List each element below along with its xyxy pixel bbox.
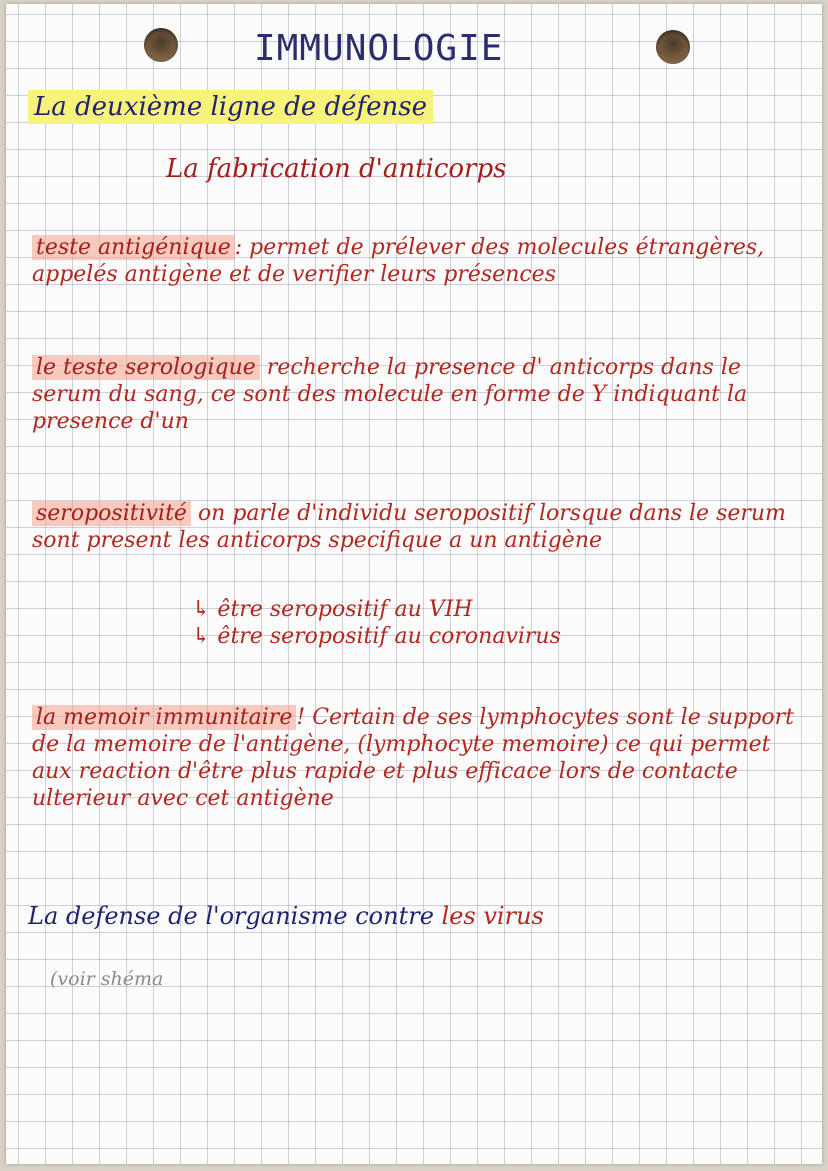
punch-hole-left <box>144 28 178 62</box>
example-coronavirus: ↳ être seropositif au coronavirus <box>192 624 561 649</box>
paragraph-antigen-test: teste antigénique : permet de prélever des molecules étrangères, appelés antigène et de verifier leurs présences <box>32 235 765 287</box>
paragraph-seropositivity <box>32 500 812 554</box>
virus-defense-highlight: les virus <box>441 902 544 930</box>
virus-defense-main: La defense de l'organisme contre <box>28 902 434 930</box>
section-heading-text: La deuxième ligne de défense <box>28 90 433 124</box>
punch-hole-right <box>656 30 690 64</box>
see-diagram-note: (voir shéma <box>50 968 164 990</box>
section-heading <box>28 92 433 122</box>
paragraph-immune-memory: la memoir immunitaire ! Certain de ses lymphocytes sont le support de la memoire de l'antigène, (lymphocyte memoire) ce qui permet aux reaction d'être plus rapide et plus efficace lors de contacte ulterieur avec cet antigène <box>32 705 794 811</box>
subsection-heading: La fabrication d'anticorps <box>166 154 507 184</box>
paragraph-serologic-test <box>32 354 812 435</box>
virus-defense-heading <box>28 902 544 930</box>
term-serologic-test: le teste serologique <box>32 355 260 380</box>
text-seropositivity: on parle d'individu seropositif lorsque dans le serum sont present les anticorps specifique a un antigène <box>32 501 786 553</box>
term-seropositivity: seropositivité <box>32 501 191 526</box>
term-immune-memory: la memoir immunitaire <box>32 705 296 730</box>
example-vih: ↳ être seropositif au VIH <box>192 597 473 622</box>
text-serologic-test: recherche la presence d' anticorps dans le serum du sang, ce sont des molecule en forme de Y indiquant la presence d'un <box>32 355 748 434</box>
notebook-page <box>6 4 822 1164</box>
seropositivity-examples <box>192 596 561 650</box>
term-antigen-test: teste antigénique <box>32 235 235 260</box>
text-antigen-test: permet de prélever des molecules étrangères, appelés antigène et de verifier leurs présences <box>32 235 765 287</box>
page-title: IMMUNOLOGIE <box>254 28 504 69</box>
text-immune-memory: Certain de ses lymphocytes sont le support de la memoire de l'antigène, (lymphocyte memoire) ce qui permet aux reaction d'être plus rapide et plus efficace lors de contacte ulterieur avec cet antigène <box>32 705 794 811</box>
